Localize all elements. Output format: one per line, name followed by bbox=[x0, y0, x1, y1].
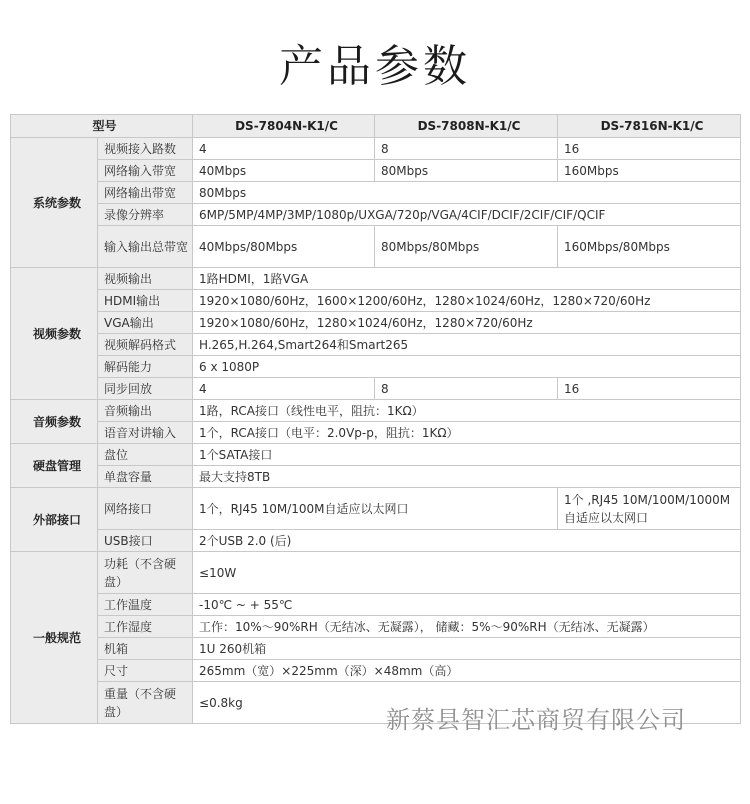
page-title: 产品参数 bbox=[279, 41, 471, 92]
table-row bbox=[11, 594, 741, 616]
row-name: 网络输入带宽 bbox=[98, 160, 193, 182]
row-name: VGA输出 bbox=[98, 312, 193, 334]
table-row bbox=[11, 356, 741, 378]
row-name: 机箱 bbox=[98, 638, 193, 660]
row-name: 录像分辨率 bbox=[98, 204, 193, 226]
table-row bbox=[11, 204, 741, 226]
cell-value: 80Mbps bbox=[193, 182, 741, 204]
row-name: USB接口 bbox=[98, 530, 193, 552]
cell-value: 1路HDMI，1路VGA bbox=[193, 268, 741, 290]
row-name: 音频输出 bbox=[98, 400, 193, 422]
cell-value: 6 x 1080P bbox=[193, 356, 741, 378]
row-name: HDMI输出 bbox=[98, 290, 193, 312]
table-row bbox=[11, 530, 741, 552]
table-row bbox=[11, 616, 741, 638]
cell-value: 16 bbox=[558, 378, 741, 400]
cell-value: 40Mbps bbox=[193, 160, 375, 182]
cell-value: 160Mbps/80Mbps bbox=[558, 226, 741, 268]
cell-value: 1920×1080/60Hz，1600×1200/60Hz，1280×1024/60Hz，1280×720/60Hz bbox=[193, 290, 741, 312]
table-row bbox=[11, 160, 741, 182]
group-label-general: 一般规范 bbox=[11, 552, 98, 724]
row-name: 功耗（不含硬盘） bbox=[98, 552, 193, 594]
row-name: 尺寸 bbox=[98, 660, 193, 682]
cell-value: 1U 260机箱 bbox=[193, 638, 741, 660]
cell-value: 8 bbox=[375, 378, 558, 400]
table-row bbox=[11, 444, 741, 466]
cell-value: 1路，RCA接口（线性电平，阻抗：1KΩ） bbox=[193, 400, 741, 422]
table-row bbox=[11, 268, 741, 290]
header-model-2: DS-7808N-K1/C bbox=[375, 115, 558, 138]
cell-value: -10℃ ~ + 55℃ bbox=[193, 594, 741, 616]
row-name: 视频解码格式 bbox=[98, 334, 193, 356]
group-label-system: 系统参数 bbox=[11, 138, 98, 268]
table-row bbox=[11, 290, 741, 312]
row-name: 盘位 bbox=[98, 444, 193, 466]
row-name: 视频接入路数 bbox=[98, 138, 193, 160]
table-row bbox=[11, 312, 741, 334]
table-row bbox=[11, 488, 741, 530]
table-row bbox=[11, 422, 741, 444]
cell-value: 1个，RJ45 10M/100M自适应以太网口 bbox=[193, 488, 558, 530]
table-header-row bbox=[11, 115, 741, 138]
row-name: 解码能力 bbox=[98, 356, 193, 378]
cell-value: 2个USB 2.0 (后) bbox=[193, 530, 741, 552]
cell-value: 160Mbps bbox=[558, 160, 741, 182]
table-row bbox=[11, 660, 741, 682]
cell-value: 6MP/5MP/4MP/3MP/1080p/UXGA/720p/VGA/4CIF/DCIF/2CIF/CIF/QCIF bbox=[193, 204, 741, 226]
row-name: 网络接口 bbox=[98, 488, 193, 530]
table-row bbox=[11, 138, 741, 160]
header-model-3: DS-7816N-K1/C bbox=[558, 115, 741, 138]
cell-value: 16 bbox=[558, 138, 741, 160]
header-type: 型号 bbox=[11, 115, 193, 138]
group-label-external: 外部接口 bbox=[11, 488, 98, 552]
cell-value: 1920×1080/60Hz，1280×1024/60Hz，1280×720/60Hz bbox=[193, 312, 741, 334]
row-name: 语音对讲输入 bbox=[98, 422, 193, 444]
table-row bbox=[11, 226, 741, 268]
cell-value: 1个 ,RJ45 10M/100M/1000M自适应以太网口 bbox=[558, 488, 741, 530]
row-name: 同步回放 bbox=[98, 378, 193, 400]
header-model-1: DS-7804N-K1/C bbox=[193, 115, 375, 138]
cell-value: 工作：10%～90%RH（无结冰、无凝露）， 储藏：5%～90%RH（无结冰、无凝露） bbox=[193, 616, 741, 638]
cell-value: H.265,H.264,Smart264和Smart265 bbox=[193, 334, 741, 356]
row-name: 重量（不含硬盘） bbox=[98, 682, 193, 724]
row-name: 网络输出带宽 bbox=[98, 182, 193, 204]
cell-value: 1个SATA接口 bbox=[193, 444, 741, 466]
row-name: 单盘容量 bbox=[98, 466, 193, 488]
group-label-disk: 硬盘管理 bbox=[11, 444, 98, 488]
cell-value: 8 bbox=[375, 138, 558, 160]
table-row bbox=[11, 182, 741, 204]
group-label-audio: 音频参数 bbox=[11, 400, 98, 444]
cell-value: 4 bbox=[193, 138, 375, 160]
spec-table bbox=[10, 114, 741, 724]
table-row bbox=[11, 334, 741, 356]
cell-value: ≤0.8kg bbox=[193, 682, 741, 724]
cell-value: ≤10W bbox=[193, 552, 741, 594]
table-row bbox=[11, 552, 741, 594]
row-name: 视频输出 bbox=[98, 268, 193, 290]
table-row bbox=[11, 638, 741, 660]
cell-value: 265mm（宽）×225mm（深）×48mm（高） bbox=[193, 660, 741, 682]
cell-value: 4 bbox=[193, 378, 375, 400]
row-name: 工作温度 bbox=[98, 594, 193, 616]
cell-value: 40Mbps/80Mbps bbox=[193, 226, 375, 268]
table-row bbox=[11, 466, 741, 488]
row-name: 输入输出总带宽 bbox=[98, 226, 193, 268]
row-name: 工作湿度 bbox=[98, 616, 193, 638]
cell-value: 80Mbps bbox=[375, 160, 558, 182]
cell-value: 最大支持8TB bbox=[193, 466, 741, 488]
cell-value: 80Mbps/80Mbps bbox=[375, 226, 558, 268]
cell-value: 1个，RCA接口（电平：2.0Vp-p，阻抗：1KΩ） bbox=[193, 422, 741, 444]
table-row bbox=[11, 400, 741, 422]
group-label-video: 视频参数 bbox=[11, 268, 98, 400]
table-row bbox=[11, 378, 741, 400]
watermark-text: 新蔡县智汇芯商贸有限公司 bbox=[386, 706, 686, 734]
